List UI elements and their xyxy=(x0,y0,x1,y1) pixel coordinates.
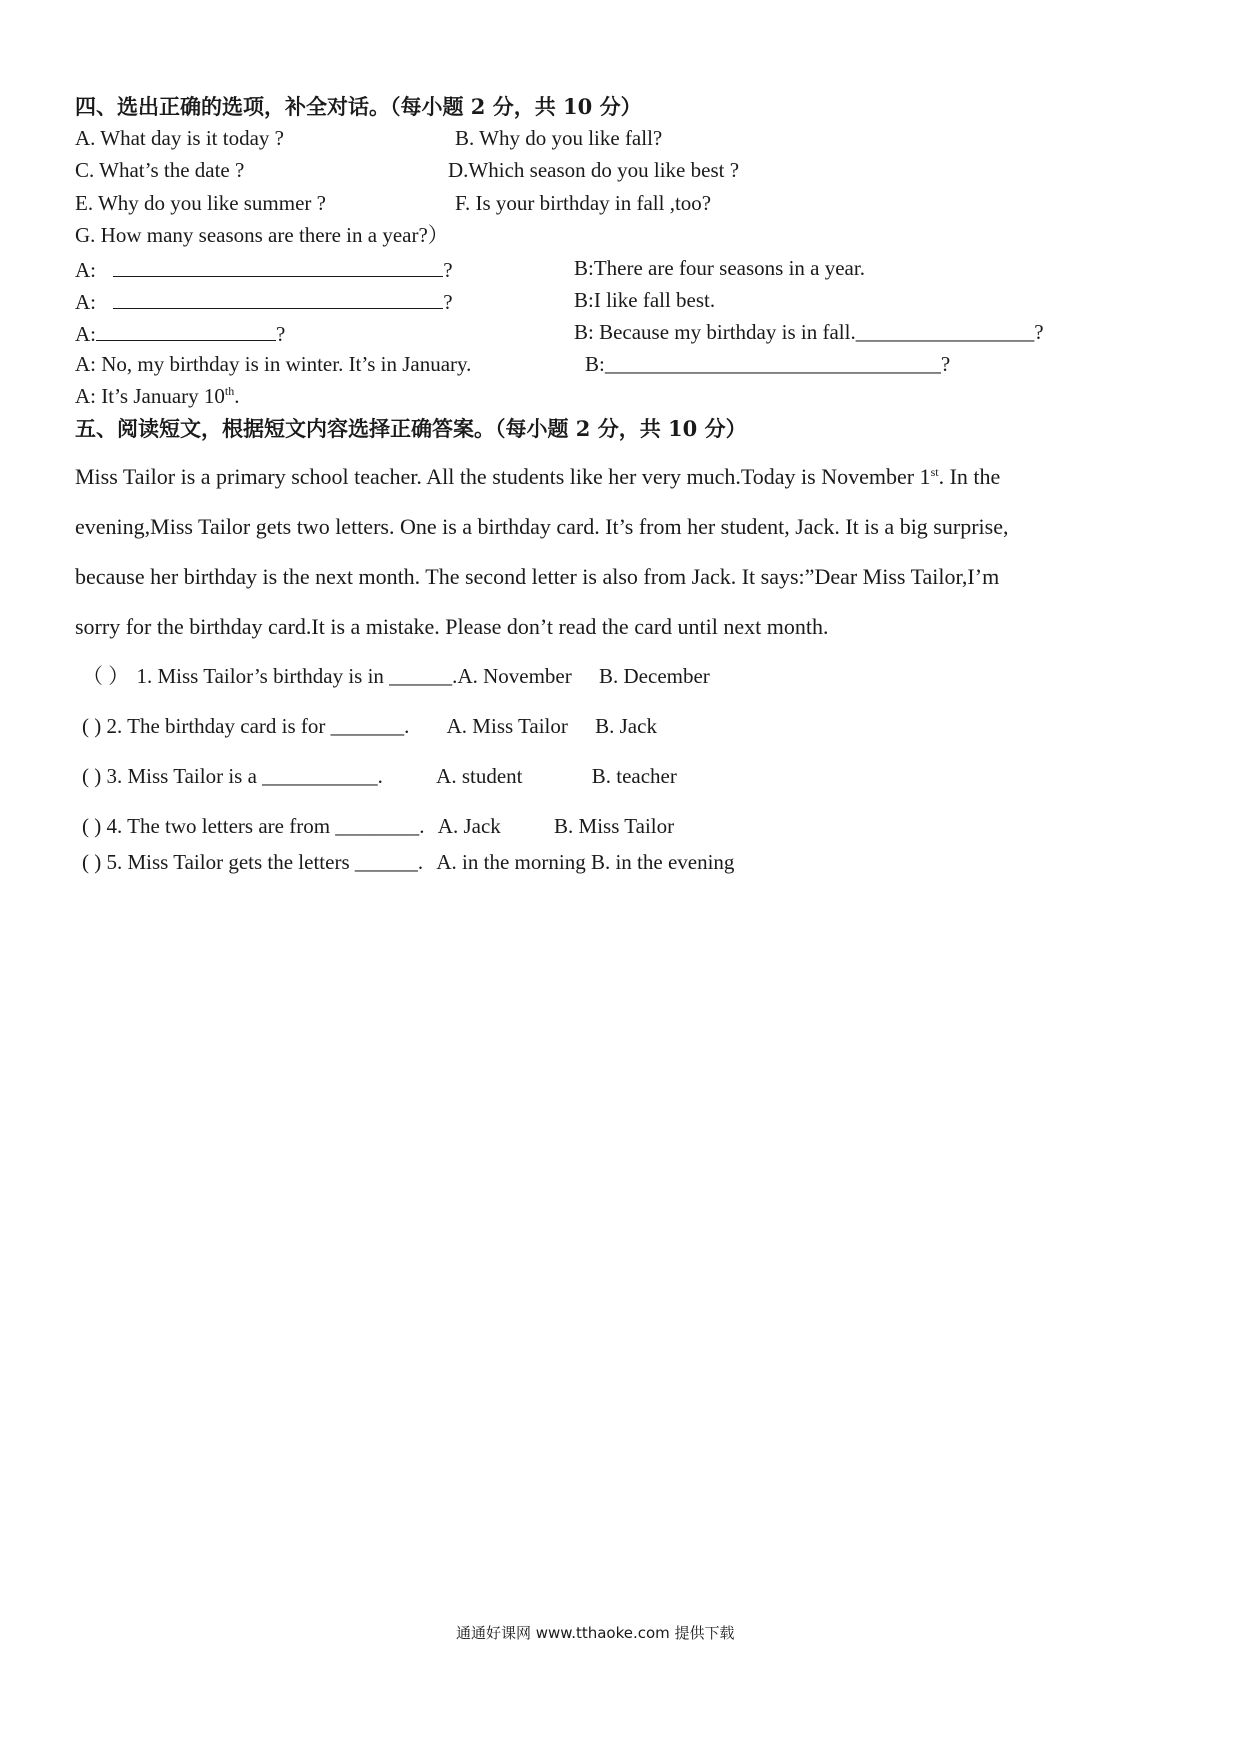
question-3 xyxy=(82,766,677,787)
passage-line-2: evening,Miss Tailor gets two letters. One is a birthday card. It’s from her student, Jack. It is a big surprise, xyxy=(75,514,1009,539)
dialogue-line-3-b xyxy=(574,322,1044,343)
speaker-a-label: A: xyxy=(75,258,96,282)
option-b: B. teacher xyxy=(591,764,677,788)
option-a: A. Miss Tailor xyxy=(446,714,568,738)
option-a: A. November xyxy=(457,664,572,688)
option-g: G. How many seasons are there in a year?） xyxy=(75,223,449,247)
dialogue-line-5-a xyxy=(75,386,240,407)
dialogue-line-2-a xyxy=(75,290,453,313)
option-d: D.Which season do you like best ? xyxy=(448,158,740,182)
option-b: B. in the evening xyxy=(590,850,735,874)
question-2 xyxy=(82,716,657,737)
question-mark: ? xyxy=(443,258,453,282)
option-b: B. December xyxy=(599,664,710,688)
passage-text: Miss Tailor is a primary school teacher. All the students like her very much.Today is November 1 xyxy=(75,464,931,489)
question-mark: ? xyxy=(443,290,453,314)
dialogue-line-1-b: B:There are four seasons in a year. xyxy=(574,256,865,280)
answer-blank[interactable] xyxy=(96,322,276,341)
answer-bracket[interactable]: ( ) xyxy=(82,764,102,788)
ordinal-suffix: st xyxy=(930,465,939,479)
dialogue-line-1-a xyxy=(75,258,453,281)
dialogue-line-2-b: B:I like fall best. xyxy=(574,288,716,312)
section5-heading: 五、阅读短文，根据短文内容选择正确答案。（每小题 2 分，共 10 分） xyxy=(75,416,747,441)
option-e: E. Why do you like summer ? xyxy=(75,191,326,215)
answer-blank[interactable] xyxy=(113,258,443,277)
dialogue-line-4-b[interactable]: B:________________________________? xyxy=(585,352,951,376)
option-f: F. Is your birthday in fall ,too? xyxy=(455,191,712,215)
dialogue-line-3-a xyxy=(75,322,285,345)
speaker-a-label: A: xyxy=(75,322,96,346)
question-4 xyxy=(82,816,674,837)
option-b: B. Why do you like fall? xyxy=(455,126,663,150)
passage-line-1 xyxy=(75,466,1000,488)
option-b: B. Miss Tailor xyxy=(554,814,675,838)
question-mark: ? xyxy=(276,322,286,346)
answer-bracket[interactable]: （ ） xyxy=(82,664,130,688)
ordinal-suffix: th xyxy=(224,384,235,398)
answer-bracket[interactable]: ( ) xyxy=(82,814,102,838)
section4-heading: 四、选出正确的选项，补全对话。（每小题 2 分，共 10 分） xyxy=(75,94,642,119)
question-text: 4. The two letters are from ________. xyxy=(106,814,425,838)
answer-blank[interactable] xyxy=(113,290,443,309)
option-b: B. Jack xyxy=(595,714,657,738)
answer-blank[interactable]: _________________? xyxy=(855,320,1044,344)
question-text: 3. Miss Tailor is a ___________. xyxy=(106,764,383,788)
answer-bracket[interactable]: ( ) xyxy=(82,714,102,738)
dialogue-line-5-text: A: It’s January 10 xyxy=(75,384,225,408)
question-5 xyxy=(82,852,734,873)
question-text: 1. Miss Tailor’s birthday is in ______. xyxy=(136,664,458,688)
passage-line-4: sorry for the birthday card.It is a mistake. Please don’t read the card until next month. xyxy=(75,614,829,639)
dialogue-line-4-a: A: No, my birthday is in winter. It’s in January. xyxy=(75,352,472,376)
question-text: 2. The birthday card is for _______. xyxy=(106,714,410,738)
question-1 xyxy=(82,666,710,687)
answer-bracket[interactable]: ( ) xyxy=(82,850,102,874)
speaker-a-label: A: xyxy=(75,290,96,314)
dialogue-line-3-b-text: B: Because my birthday is in fall. xyxy=(574,320,856,344)
option-a: A. What day is it today ? xyxy=(75,126,284,150)
question-text: 5. Miss Tailor gets the letters ______. xyxy=(106,850,424,874)
option-c: C. What’s the date ? xyxy=(75,158,245,182)
footer-source: 通通好课网 www.tthaoke.com 提供下载 xyxy=(456,1624,735,1642)
option-a: A. Jack xyxy=(437,814,501,838)
period: . xyxy=(234,384,240,408)
passage-line-3: because her birthday is the next month. The second letter is also from Jack. It says:”Dear Miss Tailor,I’m xyxy=(75,564,1000,589)
passage-text: . In the xyxy=(938,464,1001,489)
option-a: A. in the morning xyxy=(436,850,586,874)
option-a: A. student xyxy=(436,764,523,788)
